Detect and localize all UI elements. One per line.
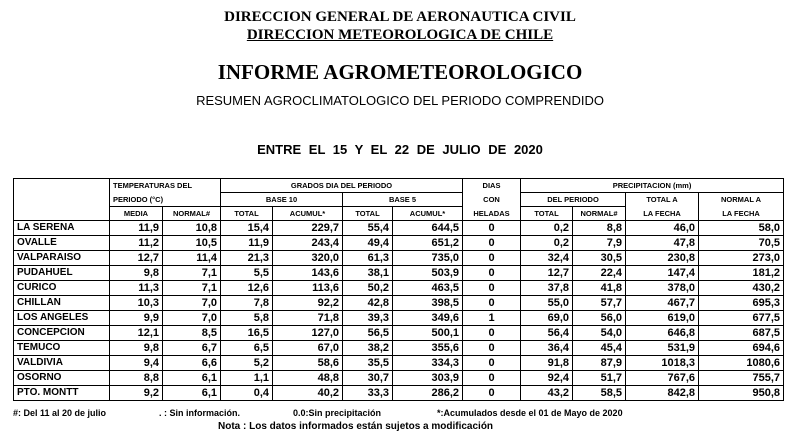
cell-normal-fecha: 70,5	[699, 236, 784, 251]
cell-b10-acum: 40,2	[273, 386, 343, 401]
cell-b10-total: 1,1	[221, 371, 273, 386]
cell-normal-fecha: 58,0	[699, 221, 784, 236]
cell-b5-acum: 355,6	[393, 341, 463, 356]
cell-p-normal: 54,0	[573, 326, 626, 341]
cell-normal: 10,5	[163, 236, 221, 251]
cell-p-normal: 45,4	[573, 341, 626, 356]
cell-p-normal: 30,5	[573, 251, 626, 266]
cell-p-normal: 41,8	[573, 281, 626, 296]
cell-b5-acum: 503,9	[393, 266, 463, 281]
heladas-header: HELADAS	[463, 207, 521, 221]
footer-note-no-precip: 0.0:Sin precipitación	[293, 408, 382, 418]
p-total-header: TOTAL	[521, 207, 573, 221]
cell-p-normal: 56,0	[573, 311, 626, 326]
cell-p-normal: 51,7	[573, 371, 626, 386]
header-row-1	[14, 179, 784, 193]
cell-media: 9,8	[110, 341, 163, 356]
cell-b5-total: 49,4	[343, 236, 393, 251]
table-row	[14, 371, 784, 386]
cell-p-total: 37,8	[521, 281, 573, 296]
cell-b10-acum: 113,6	[273, 281, 343, 296]
cell-p-total: 36,4	[521, 341, 573, 356]
cell-b5-acum: 334,3	[393, 356, 463, 371]
cell-b5-acum: 398,5	[393, 296, 463, 311]
cell-b10-acum: 58,6	[273, 356, 343, 371]
table-row	[14, 251, 784, 266]
cell-heladas: 0	[463, 221, 521, 236]
la-fecha-header-2: LA FECHA	[699, 207, 784, 221]
cell-heladas: 0	[463, 341, 521, 356]
cell-p-total: 43,2	[521, 386, 573, 401]
footer-note-period: #: Del 11 al 20 de julio	[13, 408, 107, 418]
cell-station: OSORNO	[14, 371, 110, 386]
table-row	[14, 266, 784, 281]
cell-b5-acum: 286,2	[393, 386, 463, 401]
cell-media: 9,8	[110, 266, 163, 281]
cell-normal-fecha: 181,2	[699, 266, 784, 281]
cell-heladas: 1	[463, 311, 521, 326]
cell-media: 11,3	[110, 281, 163, 296]
header-row-3	[14, 207, 784, 221]
cell-b10-total: 0,4	[221, 386, 273, 401]
cell-b10-total: 15,4	[221, 221, 273, 236]
cell-normal-fecha: 950,8	[699, 386, 784, 401]
cell-total-fecha: 619,0	[626, 311, 699, 326]
cell-b5-total: 50,2	[343, 281, 393, 296]
table-row	[14, 281, 784, 296]
total-a-header: TOTAL A	[626, 193, 699, 207]
cell-p-total: 69,0	[521, 311, 573, 326]
cell-total-fecha: 646,8	[626, 326, 699, 341]
cell-b10-acum: 48,8	[273, 371, 343, 386]
cell-station: LOS ANGELES	[14, 311, 110, 326]
cell-p-normal: 8,8	[573, 221, 626, 236]
base5-header: BASE 5	[343, 193, 463, 207]
media-header: MEDIA	[110, 207, 163, 221]
cell-station: CURICO	[14, 281, 110, 296]
cell-b10-total: 16,5	[221, 326, 273, 341]
cell-heladas: 0	[463, 236, 521, 251]
cell-p-normal: 87,9	[573, 356, 626, 371]
cell-station: CHILLAN	[14, 296, 110, 311]
cell-b5-total: 33,3	[343, 386, 393, 401]
b10-acumul-header: ACUMUL*	[273, 207, 343, 221]
cell-total-fecha: 531,9	[626, 341, 699, 356]
table-row	[14, 236, 784, 251]
cell-b10-total: 21,3	[221, 251, 273, 266]
report-period: ENTRE EL 15 Y EL 22 DE JULIO DE 2020	[257, 142, 543, 157]
cell-b10-acum: 92,2	[273, 296, 343, 311]
cell-media: 12,1	[110, 326, 163, 341]
con-header: CON	[463, 193, 521, 207]
cell-p-normal: 7,9	[573, 236, 626, 251]
cell-media: 8,8	[110, 371, 163, 386]
cell-b10-acum: 243,4	[273, 236, 343, 251]
b10-total-header: TOTAL	[221, 207, 273, 221]
cell-normal: 6,1	[163, 386, 221, 401]
cell-b5-acum: 644,5	[393, 221, 463, 236]
base10-header: BASE 10	[221, 193, 343, 207]
cell-station: OVALLE	[14, 236, 110, 251]
footer-disclaimer: Nota : Los datos informados están sujetos a modificación	[218, 421, 494, 432]
cell-normal-fecha: 430,2	[699, 281, 784, 296]
cell-b10-total: 5,2	[221, 356, 273, 371]
cell-b5-total: 42,8	[343, 296, 393, 311]
cell-total-fecha: 46,0	[626, 221, 699, 236]
dept-title: DIRECCION METEOROLOGICA DE CHILE	[246, 27, 554, 43]
cell-total-fecha: 230,8	[626, 251, 699, 266]
normal-a-header: NORMAL A	[699, 193, 784, 207]
cell-b5-total: 61,3	[343, 251, 393, 266]
cell-media: 11,2	[110, 236, 163, 251]
cell-station: PUDAHUEL	[14, 266, 110, 281]
cell-normal: 6,1	[163, 371, 221, 386]
precip-header: PRECIPITACION (mm)	[521, 179, 784, 193]
cell-normal: 10,8	[163, 221, 221, 236]
cell-heladas: 0	[463, 386, 521, 401]
cell-b5-total: 30,7	[343, 371, 393, 386]
cell-station: PTO. MONTT	[14, 386, 110, 401]
cell-p-total: 0,2	[521, 221, 573, 236]
cell-station: VALDIVIA	[14, 356, 110, 371]
table-row	[14, 386, 784, 401]
cell-station: VALPARAISO	[14, 251, 110, 266]
cell-p-normal: 57,7	[573, 296, 626, 311]
cell-normal-fecha: 694,6	[699, 341, 784, 356]
cell-b5-total: 38,2	[343, 341, 393, 356]
cell-p-total: 0,2	[521, 236, 573, 251]
cell-total-fecha: 767,6	[626, 371, 699, 386]
report-title: INFORME AGROMETEOROLOGICO	[217, 60, 583, 84]
cell-total-fecha: 1018,3	[626, 356, 699, 371]
cell-normal-fecha: 273,0	[699, 251, 784, 266]
cell-p-total: 92,4	[521, 371, 573, 386]
cell-heladas: 0	[463, 326, 521, 341]
cell-b5-total: 35,5	[343, 356, 393, 371]
cell-b10-acum: 320,0	[273, 251, 343, 266]
temp-header-2: PERIODO (°C)	[110, 193, 221, 207]
cell-normal: 11,4	[163, 251, 221, 266]
cell-total-fecha: 147,4	[626, 266, 699, 281]
cell-normal: 7,1	[163, 281, 221, 296]
cell-b10-total: 12,6	[221, 281, 273, 296]
cell-media: 9,4	[110, 356, 163, 371]
cell-b10-total: 11,9	[221, 236, 273, 251]
cell-normal: 6,7	[163, 341, 221, 356]
cell-p-total: 32,4	[521, 251, 573, 266]
cell-normal-fecha: 677,5	[699, 311, 784, 326]
cell-total-fecha: 378,0	[626, 281, 699, 296]
cell-station: LA SERENA	[14, 221, 110, 236]
cell-total-fecha: 47,8	[626, 236, 699, 251]
dias-header: DIAS	[463, 179, 521, 193]
cell-media: 11,9	[110, 221, 163, 236]
cell-b10-total: 5,8	[221, 311, 273, 326]
b5-total-header: TOTAL	[343, 207, 393, 221]
cell-b5-total: 39,3	[343, 311, 393, 326]
cell-media: 10,3	[110, 296, 163, 311]
header-row-2	[14, 193, 784, 207]
cell-heladas: 0	[463, 266, 521, 281]
agro-table	[13, 178, 784, 401]
cell-b5-total: 55,4	[343, 221, 393, 236]
cell-p-total: 12,7	[521, 266, 573, 281]
cell-b10-acum: 143,6	[273, 266, 343, 281]
cell-b10-acum: 127,0	[273, 326, 343, 341]
grados-header: GRADOS DIA DEL PERIODO	[221, 179, 463, 193]
cell-b5-acum: 735,0	[393, 251, 463, 266]
cell-b10-acum: 71,8	[273, 311, 343, 326]
cell-p-total: 56,4	[521, 326, 573, 341]
cell-b5-acum: 303,9	[393, 371, 463, 386]
table-row	[14, 311, 784, 326]
cell-station: TEMUCO	[14, 341, 110, 356]
cell-normal: 7,1	[163, 266, 221, 281]
cell-media: 9,9	[110, 311, 163, 326]
b5-acumul-header: ACUMUL*	[393, 207, 463, 221]
table-row	[14, 326, 784, 341]
cell-b10-acum: 229,7	[273, 221, 343, 236]
table-row	[14, 221, 784, 236]
cell-p-normal: 58,5	[573, 386, 626, 401]
cell-heladas: 0	[463, 371, 521, 386]
cell-normal-fecha: 755,7	[699, 371, 784, 386]
normal-header: NORMAL#	[163, 207, 221, 221]
cell-b5-acum: 651,2	[393, 236, 463, 251]
footer-note-accumulated: *:Acumulados desde el 01 de Mayo de 2020	[437, 408, 623, 418]
cell-normal: 7,0	[163, 296, 221, 311]
cell-b5-total: 56,5	[343, 326, 393, 341]
temp-header: TEMPERATURAS DEL	[110, 179, 221, 193]
cell-normal-fecha: 687,5	[699, 326, 784, 341]
cell-heladas: 0	[463, 356, 521, 371]
cell-p-total: 91,8	[521, 356, 573, 371]
footer-note-no-info: . : Sin información.	[159, 408, 241, 418]
cell-heladas: 0	[463, 281, 521, 296]
cell-normal: 6,6	[163, 356, 221, 371]
cell-b10-acum: 67,0	[273, 341, 343, 356]
org-title: DIRECCION GENERAL DE AERONAUTICA CIVIL	[224, 9, 576, 25]
cell-b5-acum: 463,5	[393, 281, 463, 296]
cell-total-fecha: 467,7	[626, 296, 699, 311]
la-fecha-header-1: LA FECHA	[626, 207, 699, 221]
cell-b10-total: 6,5	[221, 341, 273, 356]
report-subtitle: RESUMEN AGROCLIMATOLOGICO DEL PERIODO COMPRENDIDO	[196, 93, 604, 108]
cell-media: 9,2	[110, 386, 163, 401]
cell-station: CONCEPCION	[14, 326, 110, 341]
cell-p-normal: 22,4	[573, 266, 626, 281]
cell-b10-total: 5,5	[221, 266, 273, 281]
p-normal-header: NORMAL#	[573, 207, 626, 221]
cell-b10-total: 7,8	[221, 296, 273, 311]
table-row	[14, 341, 784, 356]
table-row	[14, 356, 784, 371]
cell-media: 12,7	[110, 251, 163, 266]
table-row	[14, 296, 784, 311]
cell-b5-acum: 500,1	[393, 326, 463, 341]
cell-b5-acum: 349,6	[393, 311, 463, 326]
cell-p-total: 55,0	[521, 296, 573, 311]
cell-normal: 7,0	[163, 311, 221, 326]
cell-total-fecha: 842,8	[626, 386, 699, 401]
cell-heladas: 0	[463, 296, 521, 311]
cell-normal: 8,5	[163, 326, 221, 341]
cell-normal-fecha: 695,3	[699, 296, 784, 311]
cell-heladas: 0	[463, 251, 521, 266]
cell-normal-fecha: 1080,6	[699, 356, 784, 371]
cell-b5-total: 38,1	[343, 266, 393, 281]
del-periodo-header: DEL PERIODO	[521, 193, 626, 207]
